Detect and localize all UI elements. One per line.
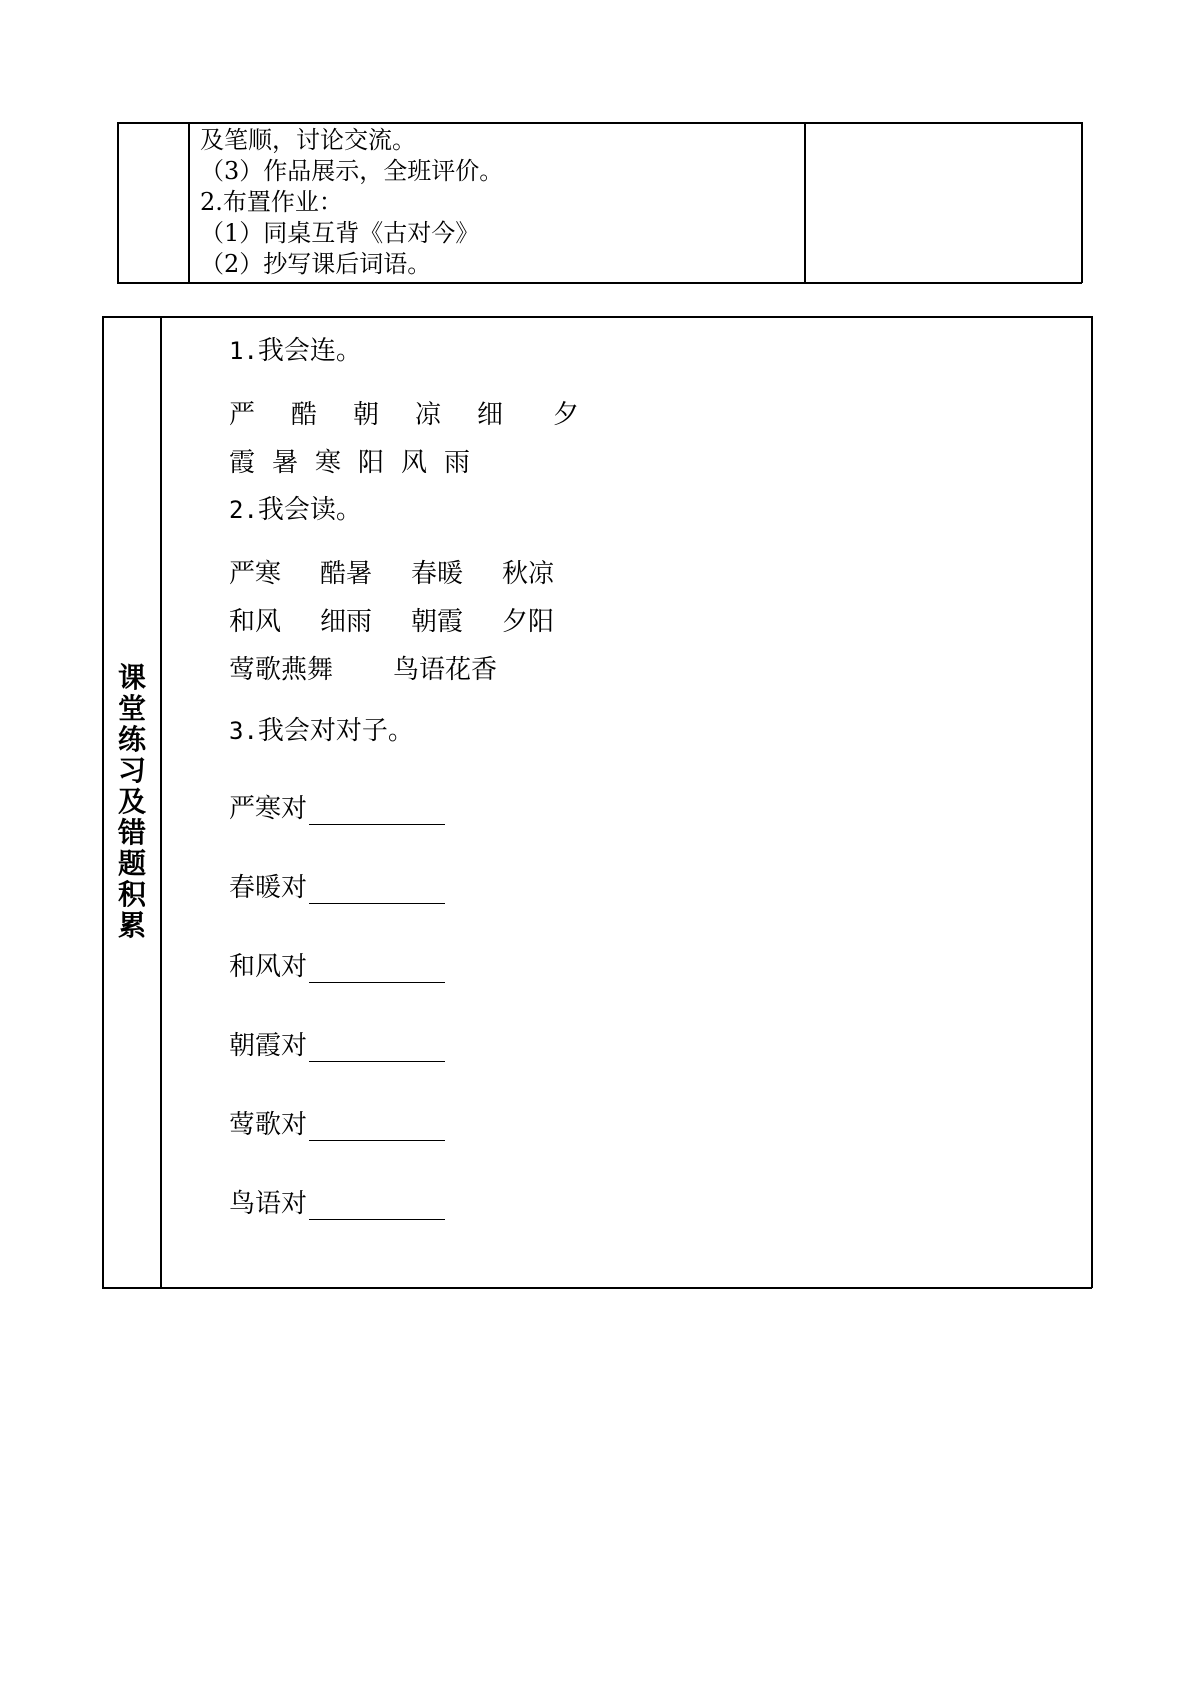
q1-title [229, 330, 362, 367]
couplet-prompt: 朝霞对 [229, 1031, 308, 1061]
q2-number: 2. [229, 496, 258, 524]
answer-blank[interactable] [309, 1033, 445, 1062]
q2-word: 夕阳 [502, 607, 555, 637]
q2-word: 酷暑 [320, 559, 373, 589]
top-text-block [200, 125, 503, 280]
q1-char: 严 [229, 400, 256, 430]
answer-blank[interactable] [309, 796, 445, 825]
q2-word: 春暖 [411, 559, 464, 589]
q2-title [229, 489, 362, 526]
q2-row-3 [229, 649, 497, 686]
q3-title [229, 710, 414, 747]
side-label-char: 题 [117, 847, 146, 880]
q1-char: 寒 [315, 448, 342, 478]
q2-row-1 [229, 553, 554, 590]
couplet-prompt: 鸟语对 [229, 1189, 308, 1219]
couplet-item [229, 946, 445, 983]
side-label-char: 累 [117, 909, 146, 942]
side-label-char: 练 [117, 723, 146, 756]
q2-word: 细雨 [320, 607, 373, 637]
couplet-item [229, 1104, 445, 1141]
q1-char: 细 [477, 400, 504, 430]
q1-char: 酷 [291, 400, 318, 430]
q3-number: 3. [229, 717, 258, 745]
q1-char: 霞 [229, 448, 256, 478]
side-label-char: 错 [117, 816, 146, 849]
answer-blank[interactable] [309, 875, 445, 904]
q1-char: 夕 [553, 400, 580, 430]
q1-row-1 [229, 394, 579, 431]
answer-blank[interactable] [309, 1191, 445, 1220]
q1-title-text: 我会连。 [257, 336, 362, 366]
answer-blank[interactable] [309, 954, 445, 983]
side-label-char: 积 [117, 878, 146, 911]
side-label-char: 课 [117, 661, 146, 694]
q2-word: 秋凉 [502, 559, 555, 589]
q1-char: 暑 [272, 448, 299, 478]
q2-row-2 [229, 601, 554, 638]
q2-title-text: 我会读。 [257, 495, 362, 525]
couplet-item [229, 1183, 445, 1220]
q2-word: 鸟语花香 [393, 655, 498, 685]
q2-word: 和风 [229, 607, 282, 637]
answer-blank[interactable] [309, 1112, 445, 1141]
q1-char: 凉 [415, 400, 442, 430]
couplet-prompt: 和风对 [229, 952, 308, 982]
q1-number: 1. [229, 337, 258, 365]
couplet-item [229, 788, 445, 825]
side-label-char: 习 [117, 754, 146, 787]
couplet-prompt: 春暖对 [229, 873, 308, 903]
couplet-item [229, 1025, 445, 1062]
q3-title-text: 我会对对子。 [257, 716, 414, 746]
couplet-prompt: 严寒对 [229, 794, 308, 824]
q1-char: 风 [401, 448, 428, 478]
q2-word: 莺歌燕舞 [229, 655, 334, 685]
q2-word: 朝霞 [411, 607, 464, 637]
couplet-prompt: 莺歌对 [229, 1110, 308, 1140]
q1-char: 朝 [353, 400, 380, 430]
side-label [115, 662, 149, 941]
top-line-3: 2.布置作业： [200, 188, 343, 216]
top-line-4: （1）同桌互背《古对今》 [200, 219, 480, 247]
q1-char: 雨 [444, 448, 471, 478]
side-label-char: 及 [117, 785, 146, 818]
top-line-5: （2）抄写课后词语。 [200, 250, 432, 278]
top-line-1: 及笔顺，讨论交流。 [200, 126, 416, 154]
side-label-char: 堂 [117, 692, 146, 725]
q2-word: 严寒 [229, 559, 282, 589]
top-line-2: （3）作品展示，全班评价。 [200, 157, 504, 185]
couplet-item [229, 867, 445, 904]
q1-row-2 [229, 442, 470, 479]
q1-char: 阳 [358, 448, 385, 478]
